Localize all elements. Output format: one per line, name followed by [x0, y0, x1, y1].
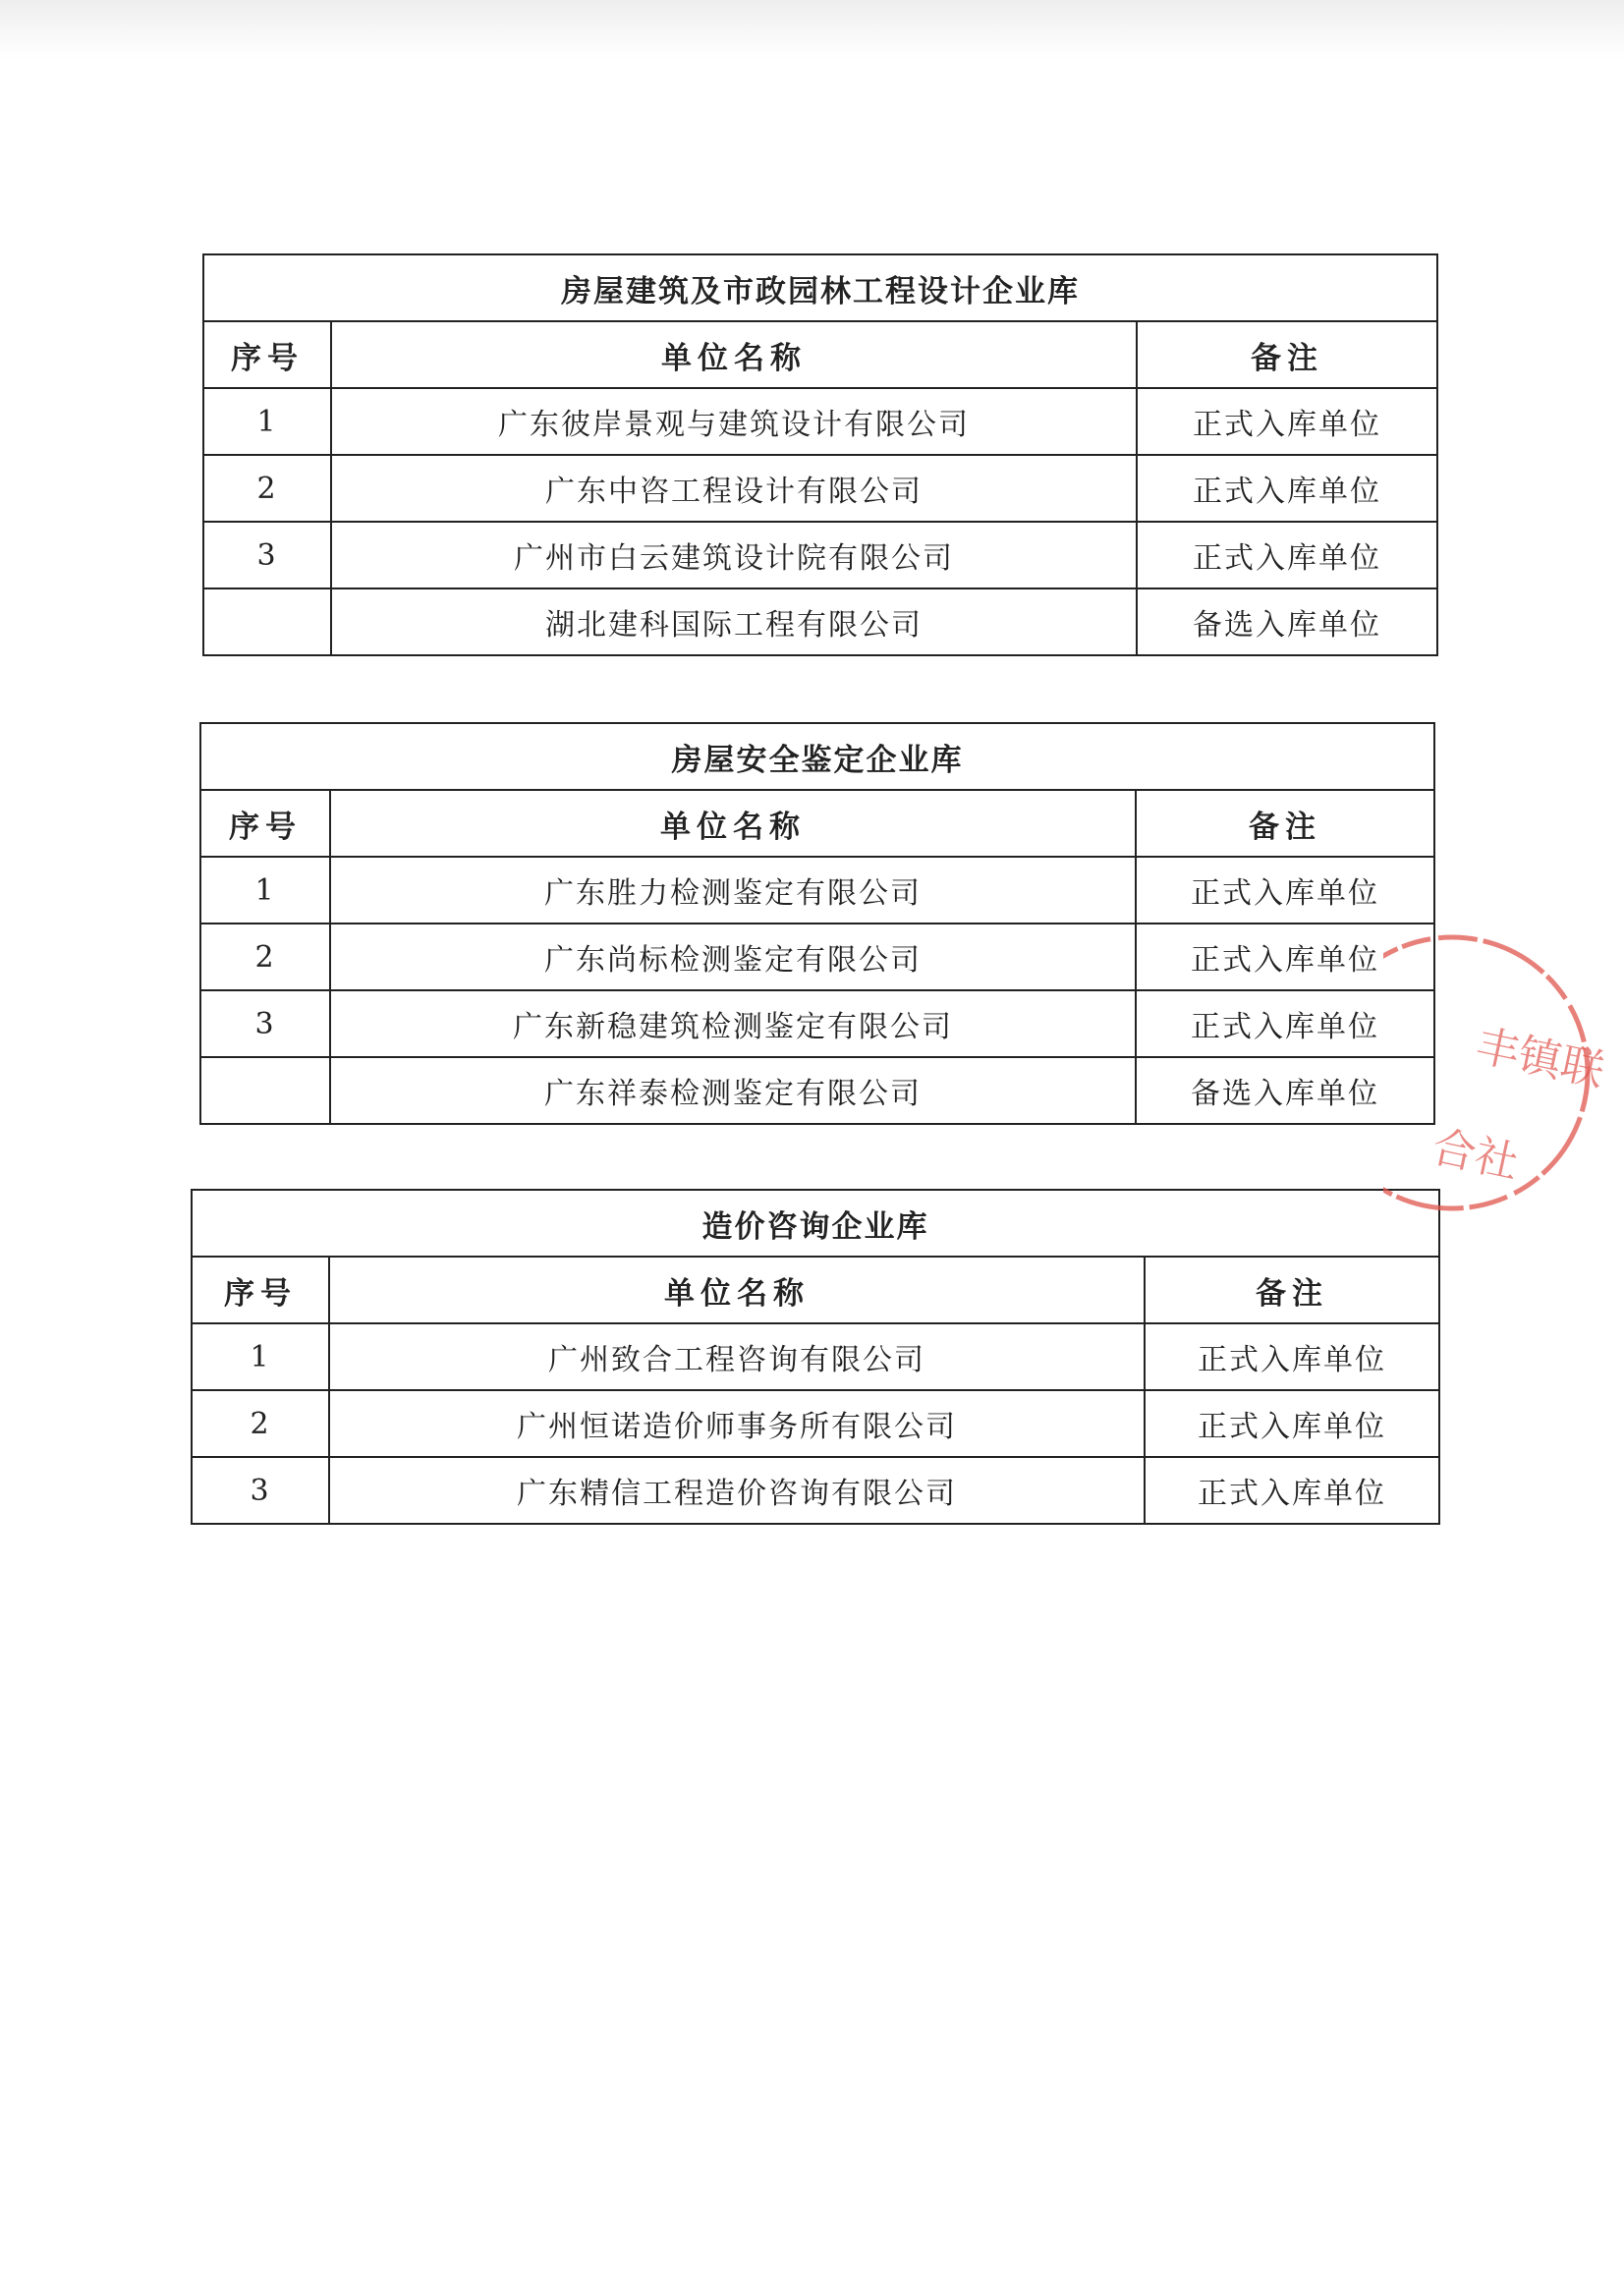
row-remark: 备选入库单位 — [1137, 588, 1437, 655]
table-title: 房屋建筑及市政园林工程设计企业库 — [203, 254, 1437, 321]
column-header-name: 单位名称 — [331, 321, 1137, 388]
row-index: 2 — [203, 455, 331, 522]
column-header-remark: 备注 — [1136, 790, 1434, 857]
table-row — [200, 990, 1434, 1057]
row-index: 1 — [203, 388, 331, 455]
scan-edge-shade — [0, 0, 1624, 59]
row-index: 2 — [200, 924, 330, 990]
column-header-index: 序号 — [203, 321, 331, 388]
column-header-remark: 备注 — [1145, 1257, 1439, 1323]
row-index: 3 — [200, 990, 330, 1057]
company-name: 广东中咨工程设计有限公司 — [331, 455, 1137, 522]
row-remark: 正式入库单位 — [1145, 1390, 1439, 1457]
company-name: 广东新稳建筑检测鉴定有限公司 — [330, 990, 1136, 1057]
row-index: 3 — [192, 1457, 329, 1524]
table-row — [200, 1057, 1434, 1124]
table-row — [192, 1390, 1439, 1457]
table-title: 房屋安全鉴定企业库 — [200, 723, 1434, 790]
red-seal-stamp — [1383, 922, 1611, 1224]
column-header-remark: 备注 — [1137, 321, 1437, 388]
company-name: 广东胜力检测鉴定有限公司 — [330, 857, 1136, 924]
enterprise-table-design — [202, 253, 1438, 656]
row-remark: 正式入库单位 — [1145, 1457, 1439, 1524]
column-header-name: 单位名称 — [330, 790, 1136, 857]
table-row — [200, 857, 1434, 924]
row-remark: 备选入库单位 — [1136, 1057, 1434, 1124]
row-index — [203, 588, 331, 655]
row-index: 3 — [203, 522, 331, 588]
seal-text: 丰镇联合社 — [1428, 1020, 1609, 1190]
company-name: 广州市白云建筑设计院有限公司 — [331, 522, 1137, 588]
company-name: 广州恒诺造价师事务所有限公司 — [329, 1390, 1145, 1457]
table-row — [203, 388, 1437, 455]
company-name: 广东精信工程造价咨询有限公司 — [329, 1457, 1145, 1524]
company-name: 广东彼岸景观与建筑设计有限公司 — [331, 388, 1137, 455]
table-row — [203, 455, 1437, 522]
column-header-index: 序号 — [200, 790, 330, 857]
company-name: 湖北建科国际工程有限公司 — [331, 588, 1137, 655]
row-remark: 正式入库单位 — [1137, 388, 1437, 455]
company-name: 广东祥泰检测鉴定有限公司 — [330, 1057, 1136, 1124]
table-row — [203, 588, 1437, 655]
enterprise-table-safety-appraisal — [199, 722, 1435, 1125]
row-remark: 正式入库单位 — [1145, 1323, 1439, 1390]
table-row — [192, 1323, 1439, 1390]
company-name: 广州致合工程咨询有限公司 — [329, 1323, 1145, 1390]
row-remark: 正式入库单位 — [1137, 522, 1437, 588]
column-header-name: 单位名称 — [329, 1257, 1145, 1323]
row-remark: 正式入库单位 — [1136, 857, 1434, 924]
row-index: 2 — [192, 1390, 329, 1457]
row-index: 1 — [192, 1323, 329, 1390]
column-header-index: 序号 — [192, 1257, 329, 1323]
company-name: 广东尚标检测鉴定有限公司 — [330, 924, 1136, 990]
row-index: 1 — [200, 857, 330, 924]
enterprise-table-cost-consulting — [191, 1189, 1440, 1525]
table-title: 造价咨询企业库 — [192, 1190, 1439, 1257]
table-row — [200, 924, 1434, 990]
row-remark: 正式入库单位 — [1136, 990, 1434, 1057]
table-row — [203, 522, 1437, 588]
row-index — [200, 1057, 330, 1124]
table-row — [192, 1457, 1439, 1524]
row-remark: 正式入库单位 — [1136, 924, 1434, 990]
row-remark: 正式入库单位 — [1137, 455, 1437, 522]
